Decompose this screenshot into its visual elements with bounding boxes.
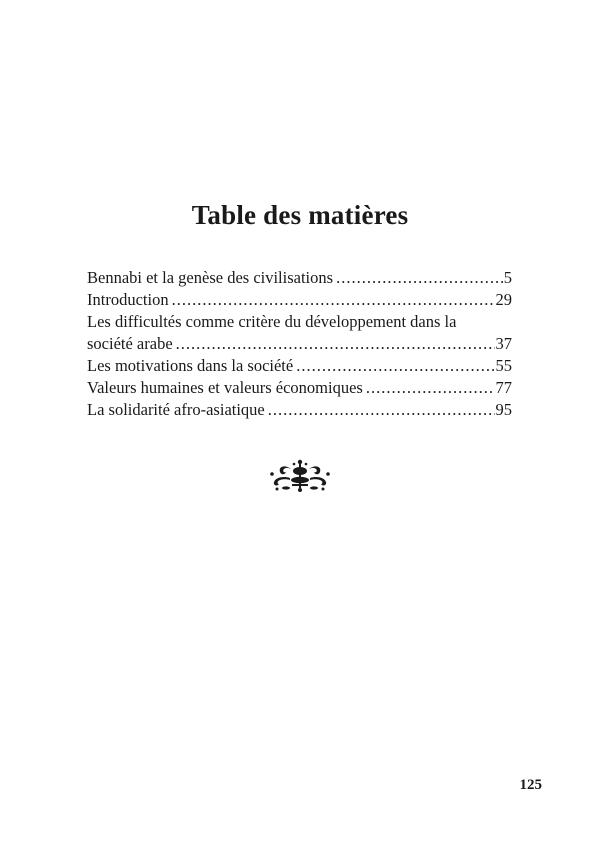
toc-leader-dots [176, 333, 495, 355]
toc-entry-label: Valeurs humaines et valeurs économiques [87, 378, 363, 397]
toc-entry-label: Bennabi et la genèse des civilisations [87, 268, 334, 287]
toc-leader-dots [268, 399, 495, 421]
toc-entry[interactable] [87, 355, 512, 377]
toc-leader-dots [172, 289, 495, 311]
toc-entry-label: Introduction [87, 290, 169, 309]
toc-entry-page: 55 [495, 356, 512, 375]
toc-entry[interactable] [87, 289, 512, 311]
toc-entry-page: 5 [503, 268, 512, 287]
toc-entry-page: 95 [495, 400, 512, 419]
toc-entry-label-line1: Les difficultés comme critère du développement dans la [87, 312, 457, 331]
page-title: Table des matières [191, 200, 409, 230]
toc-entry-page: 37 [495, 334, 512, 353]
toc-entry-label: Les motivations dans la société [87, 356, 294, 375]
toc-entry[interactable] [87, 311, 512, 355]
toc-leader-dots [366, 377, 495, 399]
toc-entry-label: société arabe [87, 334, 173, 353]
toc-entry[interactable] [87, 377, 512, 399]
page-number: 125 [519, 777, 542, 793]
toc-leader-dots [296, 355, 494, 377]
toc-leader-dots [336, 267, 503, 289]
fleuron-ornament-icon [268, 458, 332, 494]
toc-entry-label: La solidarité afro-asiatique [87, 400, 265, 419]
toc-entry-page: 29 [495, 290, 512, 309]
table-of-contents [87, 267, 512, 421]
toc-entry[interactable] [87, 267, 512, 289]
toc-entry[interactable] [87, 399, 512, 421]
toc-entry-page: 77 [495, 378, 512, 397]
